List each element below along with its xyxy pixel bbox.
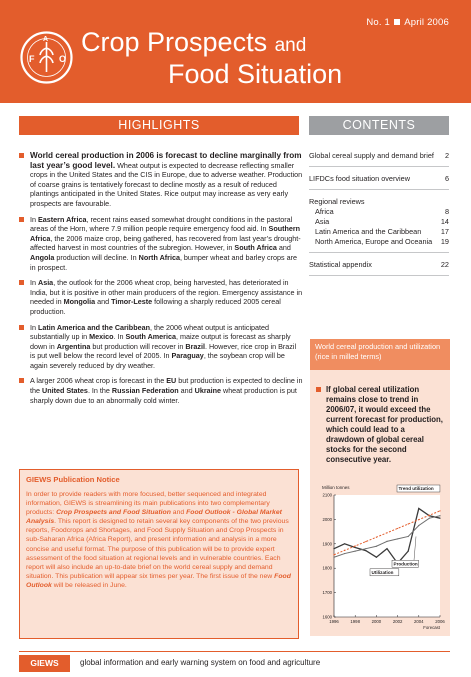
data-point (355, 545, 356, 546)
data-point (418, 525, 419, 526)
x-forecast-note: Forecast (423, 625, 440, 630)
bullet-square (19, 153, 24, 158)
title-line-1 (81, 27, 306, 58)
data-point (397, 538, 398, 539)
separator-square (394, 19, 400, 25)
y-tick-label: 1700 (322, 590, 332, 596)
highlight-item: In Asia, the outlook for the 2006 wheat crop, being harvested, has deteriorated in India, but it is positive in other main producers of the region. Emergency assistance in needed in Mongolia and Timor-Leste following a sharply reduced 2005 cereal production. (19, 278, 303, 316)
unit-label: Million tonnes (322, 485, 350, 490)
data-point (355, 547, 356, 548)
data-point (439, 515, 440, 516)
data-point (355, 551, 356, 552)
x-tick-label: 2002 (392, 619, 403, 624)
title-line-2: Food Situation (168, 59, 343, 89)
fao-logo (19, 30, 74, 85)
data-point (333, 557, 334, 558)
data-point (376, 537, 377, 538)
contents-item[interactable]: LIFDCs food situation overview 6 (309, 174, 449, 183)
data-point (439, 510, 440, 511)
contents-list (309, 151, 449, 283)
page-number: 6 (444, 174, 449, 183)
highlight-item: A larger 2006 wheat crop is forecast in the EU but production is expected to decline in the United States. In the Russian Federation and Ukraine wheat production is put sharply down due to an abnormally cold winter. (19, 376, 303, 405)
title-and: and (274, 35, 307, 56)
data-point (344, 553, 345, 554)
data-point (386, 532, 387, 533)
svg-text:A: A (43, 36, 49, 43)
sidebox-title: World cereal production and utilization (rice in milled terms) (310, 339, 450, 370)
divider (309, 252, 449, 253)
x-tick-label: 1996 (329, 619, 339, 624)
contents-heading: CONTENTS (309, 116, 449, 135)
x-tick-label: 1998 (350, 619, 360, 624)
page-number: 14 (440, 217, 449, 226)
highlight-item: In Eastern Africa, recent rains eased somewhat drought conditions in the pastoral areas of the Horn, where 7.9 million people require emergency food aid. In Southern Africa, the 2006 maize crop, being gathered, has recovered from last year’s drought-affected harvest in most countries of the subregion. However, in South Africa and Angola production will decline. In North Africa, bumper wheat and barley crops are in prospect. (19, 215, 303, 273)
data-point (429, 518, 430, 519)
data-point (365, 550, 366, 551)
data-point (439, 518, 440, 519)
y-tick-label: 2100 (322, 492, 332, 498)
divider (309, 275, 449, 276)
page-number: 17 (440, 227, 449, 236)
y-tick-label: 1800 (322, 565, 332, 571)
legend-trend-utilization: Trend utilization (398, 486, 434, 491)
highlight-item: World cereal production in 2006 is forecast to decline marginally from last year’s good level. Wheat output is expected to decrease reflecting smaller crops in the United States and the CIS in Europe, due to adverse weather. Production of coarse grains is tentatively forecast to decline mostly as a result of reduced plantings anticipated in the United States. Rice output may increase as very early prospects are favourable. (19, 151, 303, 209)
legend-production: Production (393, 561, 418, 567)
data-point (386, 548, 387, 549)
notice-title: GIEWS Publication Notice (26, 475, 120, 484)
x-tick-label: 2006 (435, 619, 445, 624)
divider (309, 189, 449, 190)
data-point (376, 557, 377, 558)
bullet-square (19, 217, 24, 222)
y-tick-label: 2000 (322, 516, 332, 522)
logo-lettering: F (29, 54, 35, 64)
data-point (418, 508, 419, 509)
cereal-line-chart (312, 479, 448, 635)
issue-number: No. 1 (366, 17, 391, 28)
sidebox-text: If global cereal utilization remains close to trend in 2006/07, it would exceed the current forecast for production, which could lead to a drawdown of global cereal stocks for the second consecutive year. (326, 385, 443, 464)
data-point (376, 546, 377, 547)
highlights-list (19, 151, 303, 411)
title-crop-prospects: Crop Prospects (81, 27, 268, 57)
footer-text: global information and early warning system on food and agriculture (80, 658, 321, 667)
data-point (408, 523, 409, 524)
data-point (386, 541, 387, 542)
contents-heading-regional: Regional reviews (309, 197, 365, 206)
issue-label (366, 17, 449, 28)
data-point (365, 541, 366, 542)
data-point (344, 550, 345, 551)
contents-item[interactable]: Global cereal supply and demand brief 2 (309, 151, 449, 160)
page-number: 8 (444, 207, 449, 216)
highlight-item: In Latin America and the Caribbean, the 2006 wheat output is anticipated substantially up in Mexico. In South America, maize output is forecast as sharply down in Argentina but production will recover in Brazil. However, rice crop in Brazil is put well below the record level of 2005. In Paraguay, the soybean crop will be again severely reduced by dry weather. (19, 323, 303, 371)
data-point (333, 548, 334, 549)
legend-utilization: Utilization (371, 569, 394, 575)
bullet-square (19, 378, 24, 383)
data-point (397, 528, 398, 529)
issue-date: April 2006 (404, 17, 449, 28)
footer-giews-tab: GIEWS (19, 655, 70, 672)
bullet-square (19, 325, 24, 330)
notice-body: In order to provide readers with more focused, better sequenced and integrated information, GIEWS is streamlining its main publications into two complementary products: Crop Prospects and Food Situation and Food Outlook - Global Market Analysis. This report is designed to retain several key components of the two previous reports, Foodcrops and Shortages, and Food Supply Situation and Crop Prospects in sub-Saharan Africa (Africa Report), and present information and analysis in a more concise and useful format. The purpose of this publication will be to provide expert assessment of the food situation at regional levels and in vulnerable countries. Each report will also include an up-to-date brief on the world cereal supply and demand situation. This publication will appear six times per year. The first issue of the new Food Outlook will be released in June. (26, 491, 291, 589)
y-tick-label: 1900 (322, 541, 332, 547)
bullet-square (19, 280, 24, 285)
data-point (344, 543, 345, 544)
page-number: 2 (444, 151, 449, 160)
data-point (408, 536, 409, 537)
svg-text:O: O (59, 54, 67, 64)
data-point (429, 515, 430, 516)
cereal-sidebox (310, 339, 450, 636)
bullet-square (316, 387, 321, 392)
data-point (365, 548, 366, 549)
highlights-heading: HIGHLIGHTS (19, 116, 299, 135)
chart-plot-area (334, 495, 440, 617)
x-tick-label: 2004 (414, 619, 424, 624)
contents-item[interactable]: Asia 14 (315, 217, 449, 226)
page-number: 19 (440, 237, 449, 246)
data-point (408, 551, 409, 552)
contents-item[interactable]: Africa 8 (315, 207, 449, 216)
publication-notice (19, 469, 299, 639)
contents-item[interactable]: North America, Europe and Oceania 19 (315, 237, 449, 246)
contents-item[interactable]: Latin America and the Caribbean 17 (315, 227, 449, 236)
data-point (418, 519, 419, 520)
masthead (0, 0, 471, 103)
footer-divider (19, 651, 450, 652)
y-tick-label: 1600 (322, 614, 332, 620)
data-point (333, 554, 334, 555)
page-number: 22 (440, 260, 449, 269)
contents-item[interactable]: Statistical appendix 22 (309, 260, 449, 269)
x-tick-label: 2000 (371, 619, 382, 624)
divider (309, 166, 449, 167)
